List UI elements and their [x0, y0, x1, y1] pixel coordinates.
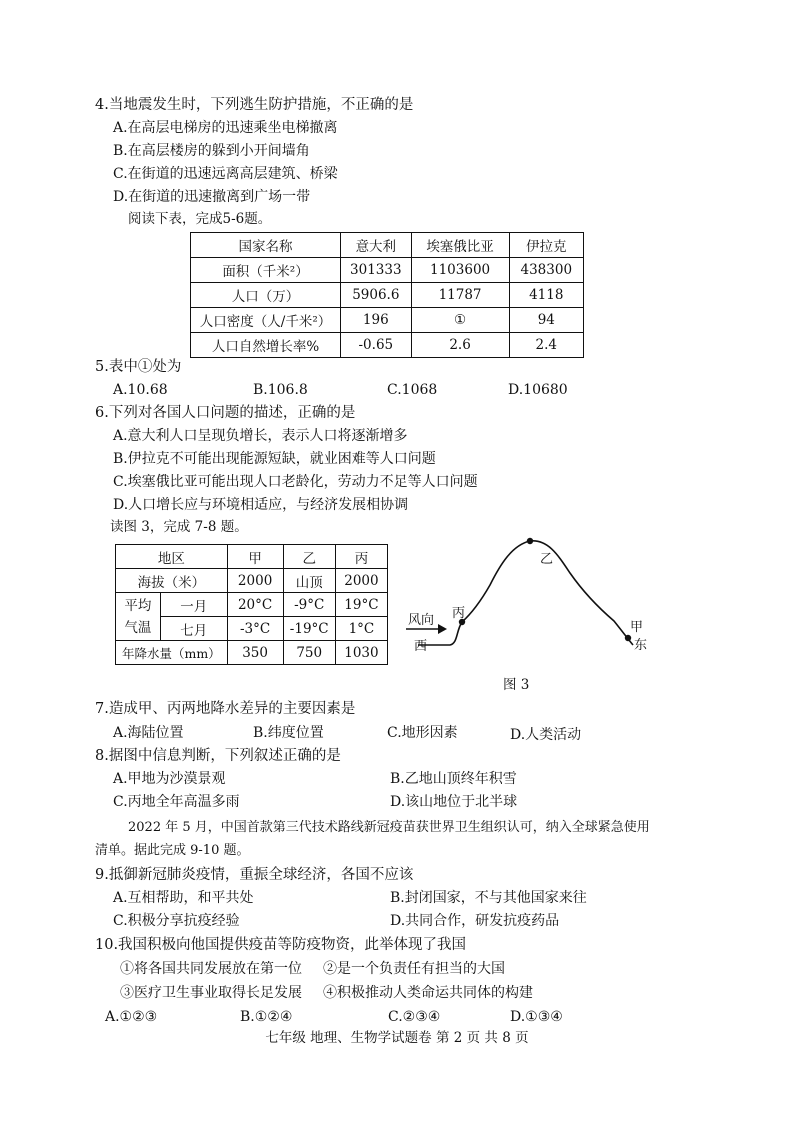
- jia-label: 甲: [630, 620, 644, 635]
- q8-option-b: B.乙地山顶终年积雪: [390, 771, 517, 787]
- q5-stem: 5.表中①处为: [95, 359, 182, 375]
- q9-stem: 9.抵御新冠肺炎疫情，重振全球经济，各国不应该: [95, 867, 414, 883]
- table-header-cell: 国家名称: [191, 233, 341, 258]
- page-footer: 七年级 地理、生物学试题卷 第 2 页 共 8 页: [265, 1030, 529, 1046]
- q8-option-c: C.丙地全年高温多雨: [113, 794, 240, 810]
- q10-stem: 10.我国积极向他国提供疫苗等防疫物资，此举体现了我国: [95, 937, 467, 953]
- table-cell: 301333: [341, 258, 412, 283]
- table-row: [191, 258, 584, 283]
- table-row: [116, 593, 388, 617]
- table-cell: 一月: [160, 593, 227, 617]
- passage-line-2: 清单。据此完成 9-10 题。: [95, 843, 250, 858]
- table-cell: 1103600: [411, 258, 509, 283]
- wind-direction-label: 风向: [408, 613, 435, 628]
- q6-option-d: D.人口增长应与环境相适应，与经济发展相协调: [113, 497, 409, 513]
- q10-option-a: A.①②③: [105, 1009, 158, 1025]
- table-cell: 2.6: [411, 333, 509, 358]
- table-cell: -9°C: [283, 593, 335, 617]
- table-cell: 4118: [509, 283, 583, 308]
- table-header-cell: 丙: [335, 545, 387, 569]
- table-cell: -0.65: [341, 333, 412, 358]
- q7-option-d: D.人类活动: [510, 727, 582, 743]
- table-cell: 94: [509, 308, 583, 333]
- table-header-cell: 伊拉克: [509, 233, 583, 258]
- table-cell: ①: [411, 308, 509, 333]
- table-row: [191, 308, 584, 333]
- table-cell: 七月: [160, 617, 227, 641]
- figure-caption: 图 3: [503, 677, 530, 693]
- q4-option-b: B.在高层楼房的躲到小开间墙角: [113, 143, 310, 159]
- q10-option-b: B.①②④: [240, 1009, 293, 1025]
- q10-option-d: D.①③④: [510, 1009, 563, 1025]
- table-header-cell: 意大利: [341, 233, 412, 258]
- table-cell: 750: [283, 641, 335, 665]
- q10-item-1: ①将各国共同发展放在第一位: [120, 961, 302, 977]
- table-cell: -3°C: [227, 617, 283, 641]
- q8-stem: 8.据图中信息判断，下列叙述正确的是: [95, 748, 341, 764]
- climate-table: [115, 544, 388, 665]
- q9-option-b: B.封闭国家，不与其他国家来往: [390, 890, 587, 906]
- q10-item-4: ④积极推动人类命运共同体的构建: [323, 985, 533, 1001]
- table-cell: 11787: [411, 283, 509, 308]
- q5-option-a: A.10.68: [113, 382, 168, 398]
- table-cell: 年降水量（mm）: [116, 641, 228, 665]
- table-header-cell: 乙: [283, 545, 335, 569]
- q10-item-3: ③医疗卫生事业取得长足发展: [120, 985, 302, 1001]
- table-cell: 1030: [335, 641, 387, 665]
- q9-option-d: D.共同合作，研发抗疫药品: [390, 913, 560, 929]
- q7-stem: 7.造成甲、丙两地降水差异的主要因素是: [95, 701, 356, 717]
- table-row: [116, 641, 388, 665]
- q9-option-a: A.互相帮助，和平共处: [113, 890, 254, 906]
- table-cell: 5906.6: [341, 283, 412, 308]
- q7-option-b: B.纬度位置: [253, 725, 324, 741]
- q6-stem: 6.下列对各国人口问题的描述，正确的是: [95, 405, 356, 421]
- q6-option-b: B.伊拉克不可能出现能源短缺，就业困难等人口问题: [113, 451, 436, 467]
- west-label: 西: [414, 639, 428, 654]
- table-header-cell: 埃塞俄比亚: [411, 233, 509, 258]
- bing-label: 丙: [452, 606, 466, 621]
- passage-line-1: 2022 年 5 月，中国首款第三代技术路线新冠疫苗获世界卫生组织认可，纳入全球紧急使用: [128, 820, 650, 835]
- table-cell: 2.4: [509, 333, 583, 358]
- q10-item-2: ②是一个负责任有担当的大国: [323, 961, 505, 977]
- table-cell: 2000: [227, 569, 283, 593]
- point-jia: [625, 635, 631, 641]
- temp-label-line-2: 气温: [124, 619, 152, 636]
- temp-label-line-1: 平均: [124, 597, 152, 614]
- read-figure-instruction: 读图 3，完成 7-8 题。: [110, 519, 248, 535]
- table-header-cell: 地区: [116, 545, 228, 569]
- table-cell: 2000: [335, 569, 387, 593]
- q5-option-d: D.10680: [508, 382, 568, 398]
- q8-option-a: A.甲地为沙漠景观: [113, 771, 226, 787]
- table-cell: 20°C: [227, 593, 283, 617]
- read-table-instruction: 阅读下表，完成5-6题。: [128, 211, 272, 227]
- q6-option-a: A.意大利人口呈现负增长，表示人口将逐渐增多: [113, 428, 408, 444]
- table-cell: 人口密度（人/千米²）: [191, 308, 341, 333]
- q5-option-b: B.106.8: [253, 382, 308, 398]
- population-table: [190, 232, 584, 358]
- table-cell-temp-label: [116, 593, 161, 641]
- table-row: [191, 333, 584, 358]
- q5-option-c: C.1068: [387, 382, 438, 398]
- table-header-row: [116, 545, 388, 569]
- table-row: [116, 569, 388, 593]
- table-cell: -19°C: [283, 617, 335, 641]
- table-cell: 438300: [509, 258, 583, 283]
- table-cell: 面积（千米²）: [191, 258, 341, 283]
- q4-option-a: A.在高层电梯房的迅速乘坐电梯撤离: [113, 120, 338, 136]
- table-cell: 人口（万）: [191, 283, 341, 308]
- table-cell: 海拔（米）: [116, 569, 228, 593]
- q8-option-d: D.该山地位于北半球: [390, 794, 518, 810]
- q4-option-c: C.在街道的迅速远离高层建筑、桥梁: [113, 166, 338, 182]
- table-cell: 350: [227, 641, 283, 665]
- table-header-row: [191, 233, 584, 258]
- yi-label: 乙: [540, 552, 554, 567]
- table-header-cell: 甲: [227, 545, 283, 569]
- table-cell: 1°C: [335, 617, 387, 641]
- q4-option-d: D.在街道的迅速撤离到广场一带: [113, 189, 311, 205]
- table-cell: 山顶: [283, 569, 335, 593]
- q9-option-c: C.积极分享抗疫经验: [113, 913, 240, 929]
- table-row: [191, 283, 584, 308]
- mountain-profile-figure: [400, 525, 670, 700]
- mountain-outline: [418, 541, 633, 645]
- point-yi: [527, 538, 533, 544]
- table-cell: 人口自然增长率%: [191, 333, 341, 358]
- q7-option-a: A.海陆位置: [113, 725, 184, 741]
- q7-option-c: C.地形因素: [387, 725, 458, 741]
- q10-option-c: C.②③④: [388, 1009, 441, 1025]
- table-cell: 19°C: [335, 593, 387, 617]
- q6-option-c: C.埃塞俄比亚可能出现人口老龄化，劳动力不足等人口问题: [113, 474, 478, 490]
- q4-stem: 4.当地震发生时，下列逃生防护措施，不正确的是: [95, 97, 414, 113]
- table-cell: 196: [341, 308, 412, 333]
- east-label: 东: [634, 638, 648, 653]
